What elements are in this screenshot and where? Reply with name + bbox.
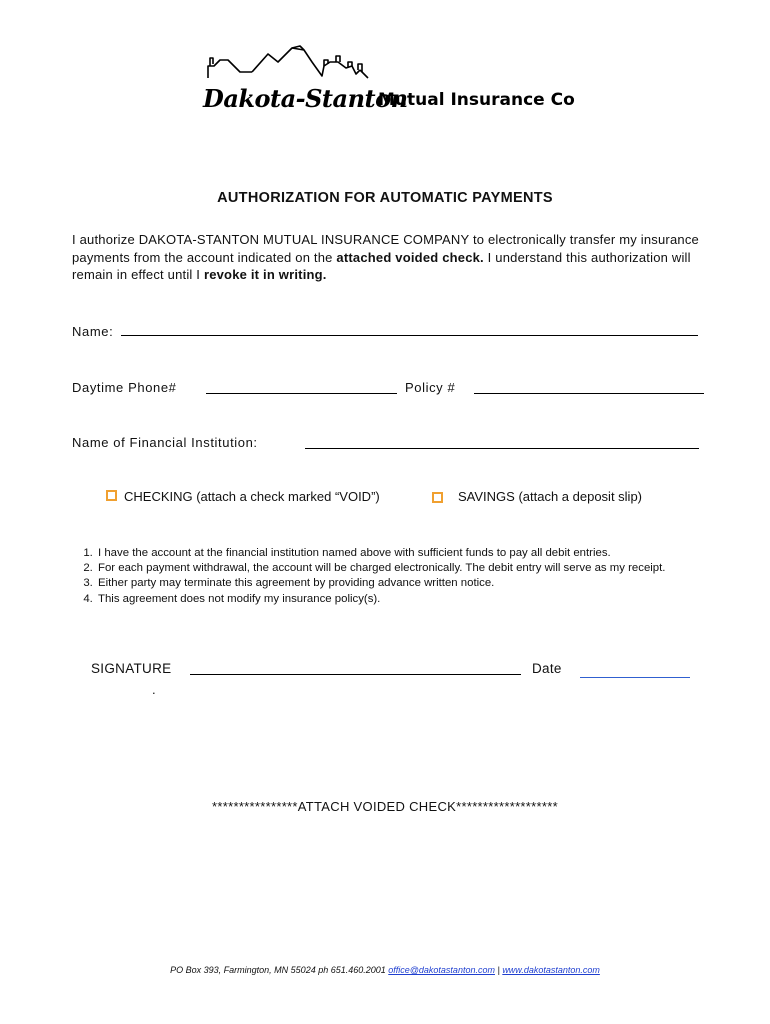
daytime-phone-field[interactable] [206,393,397,394]
term-item: 1. I have the account at the financial institution named above with sufficient funds to pay all debit entries. [96,546,716,561]
financial-institution-field[interactable] [305,448,699,449]
footer-address: PO Box 393, Farmington, MN 55024 ph 651.460.2001 [170,965,389,975]
authorization-text-1: I authorize DAKOTA-STANTON MUTUAL INSURANCE COMPANY to electronically transfer my insurance payments from the account indicated on the [72,232,699,265]
policy-number-field[interactable] [474,393,704,394]
authorization-text-2: I understand this authorization will remain in effect until I [72,249,691,282]
checking-checkbox[interactable] [106,490,117,501]
signature-label: SIGNATURE [91,661,172,676]
name-label: Name: [72,324,114,339]
term-item: 2. For each payment withdrawal, the account will be charged electronically. The debit entry will serve as my receipt. [96,561,716,576]
date-field[interactable] [580,677,690,678]
daytime-phone-label: Daytime Phone# [72,380,177,395]
term-item: 3. Either party may terminate this agreement by providing advance written notice. [96,576,716,591]
footer-separator: | [494,965,503,975]
form-title: AUTHORIZATION FOR AUTOMATIC PAYMENTS [217,190,553,206]
terms-list [72,546,716,607]
term-item: 4. This agreement does not modify my insurance policy(s). [96,592,716,607]
company-logo-name: Dakota-Stanton [203,84,408,113]
authorization-bold-revoke: revoke it in writing. [203,267,327,282]
authorization-paragraph [72,231,712,284]
financial-institution-label: Name of Financial Institution: [72,435,258,450]
policy-number-label: Policy # [405,380,456,395]
footer-website-link[interactable]: www.dakotastanton.com [502,965,600,975]
authorization-bold-voided-check: attached voided check. [336,249,484,265]
name-field[interactable] [121,335,698,336]
footer-contact [0,965,770,975]
signature-field[interactable] [190,674,521,675]
date-label: Date [532,661,562,676]
savings-checkbox[interactable] [432,492,443,503]
savings-label: SAVINGS (attach a deposit slip) [458,489,643,504]
footer-email-link[interactable]: office@dakotastanton.com [388,965,495,975]
attach-voided-check-note: ****************ATTACH VOIDED CHECK******************* [212,799,558,814]
signature-dot: . [152,682,156,697]
company-logo-subtitle: Mutual Insurance Co [378,90,575,110]
checking-label: CHECKING (attach a check marked “VOID”) [124,489,380,504]
